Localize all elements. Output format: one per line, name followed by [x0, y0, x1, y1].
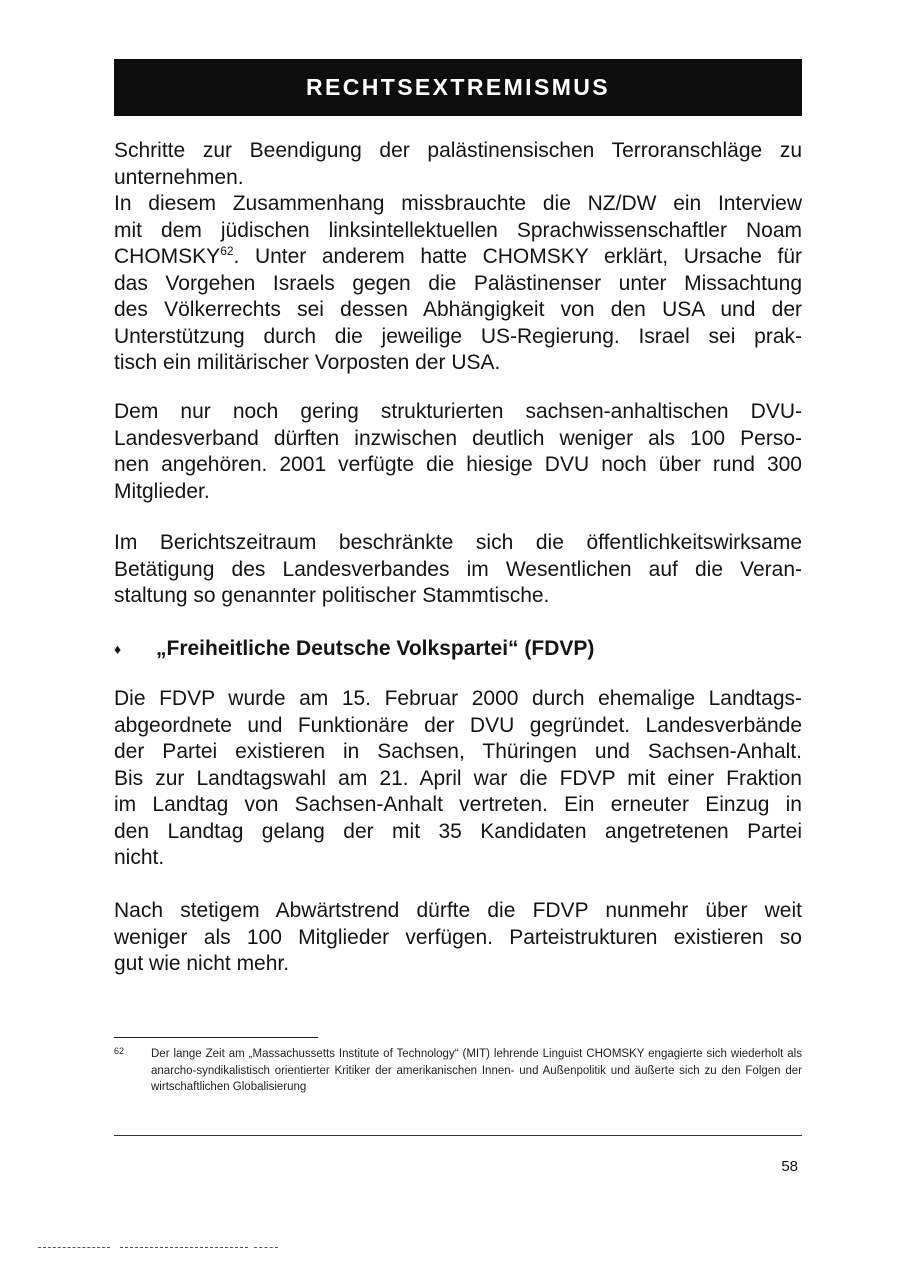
- footnote-text: Der lange Zeit am „Massachussetts Institute of Technology“ (MIT) lehrende Linguist CHOMSKY engagierte sich wiederholt als anarcho-syndikalistisch orientierter Kritiker der amerikanischen Innen- und Außenpolitik und äußerte sich zu den Folgen der wirtschaftlichen Globalisierung: [151, 1048, 802, 1093]
- page-number: 58: [781, 1158, 798, 1175]
- paragraph-text: . Unter anderem hatte CHOMSKY erklärt, Ursache für: [233, 245, 802, 268]
- paragraph-3: [114, 399, 802, 505]
- paragraph-line: Dem nur noch gering strukturierten sachsen-anhaltischen DVU-: [114, 400, 802, 423]
- paragraph-line: unternehmen.: [114, 165, 244, 189]
- paragraph-line: nen angehören. 2001 verfügte die hiesige DVU noch über rund 300: [114, 453, 802, 476]
- footnote-divider: [114, 1037, 318, 1038]
- paragraph-5: [114, 686, 802, 872]
- paragraph-line: Bis zur Landtagswahl am 21. April war die FDVP mit einer Fraktion: [114, 766, 802, 790]
- page-footer-divider: [114, 1135, 802, 1136]
- paragraph-line: im Landtag von Sachsen-Anhalt vertreten. Ein erneuter Einzug in: [114, 793, 802, 816]
- paragraph-line: Nach stetigem Abwärtstrend dürfte die FDVP nunmehr über weit: [114, 899, 802, 922]
- paragraph-line: den Landtag gelang der mit 35 Kandidaten angetretenen Partei: [114, 819, 802, 843]
- paragraph-1: [114, 138, 802, 377]
- paragraph-line: der Partei existieren in Sachsen, Thüringen und Sachsen-Anhalt.: [114, 740, 802, 763]
- scan-artifact-line: [120, 1247, 248, 1248]
- footnote-number: 62: [114, 1046, 125, 1056]
- scan-artifact-line: [254, 1247, 278, 1248]
- section-header-bar: [114, 59, 802, 116]
- paragraph-line: Im Berichtszeitraum beschränkte sich die öffentlichkeitswirksame: [114, 531, 802, 554]
- paragraph-line: gut wie nicht mehr.: [114, 952, 290, 975]
- section-heading: [114, 636, 802, 662]
- paragraph-line: des Völkerrechts sei dessen Abhängigkeit von den USA und der: [114, 298, 802, 321]
- section-heading-text: „Freiheitliche Deutsche Volkspartei“ (FDVP): [156, 637, 595, 660]
- paragraph-line: nicht.: [114, 846, 165, 869]
- paragraph-line: weniger als 100 Mitglieder verfügen. Parteistrukturen existieren so: [114, 925, 802, 949]
- footnote-reference: 62: [220, 244, 234, 258]
- section-header-title: RECHTSEXTREMISMUS: [305, 74, 611, 100]
- paragraph-line: Landesverband dürften inzwischen deutlich weniger als 100 Perso-: [114, 426, 802, 450]
- paragraph-line: abgeordnete und Funktionäre der DVU gegründet. Landesverbände: [114, 713, 802, 737]
- diamond-bullet-icon: ♦: [114, 641, 122, 657]
- paragraph-line: Die FDVP wurde am 15. Februar 2000 durch ehemalige Landtags-: [114, 687, 802, 710]
- scan-artifact-line: [38, 1247, 110, 1248]
- chomsky-text: CHOMSKY: [114, 245, 221, 268]
- paragraph-4: [114, 530, 802, 610]
- paragraph-line: mit dem jüdischen linksintellektuellen Sprachwissenschaftler Noam: [114, 218, 802, 242]
- paragraph-line: das Vorgehen Israels gegen die Palästinenser unter Missachtung: [114, 271, 802, 295]
- paragraph-line: tisch ein militärischer Vorposten der USA.: [114, 351, 501, 374]
- paragraph-line: In diesem Zusammenhang missbrauchte die NZ/DW ein Interview: [114, 192, 802, 215]
- paragraph-line: Betätigung des Landesverbandes im Wesentlichen auf die Veran-: [114, 557, 802, 581]
- paragraph-line: Mitglieder.: [114, 479, 210, 503]
- paragraph-line: Unterstützung durch die jeweilige US-Regierung. Israel sei prak-: [114, 324, 802, 348]
- paragraph-line: Schritte zur Beendigung der palästinensischen Terroranschläge zu: [114, 139, 802, 162]
- paragraph-line: staltung so genannter politischer Stammtische.: [114, 584, 550, 607]
- paragraph-6: [114, 898, 802, 978]
- paragraph-line: [114, 244, 802, 271]
- footnote: [114, 1046, 802, 1096]
